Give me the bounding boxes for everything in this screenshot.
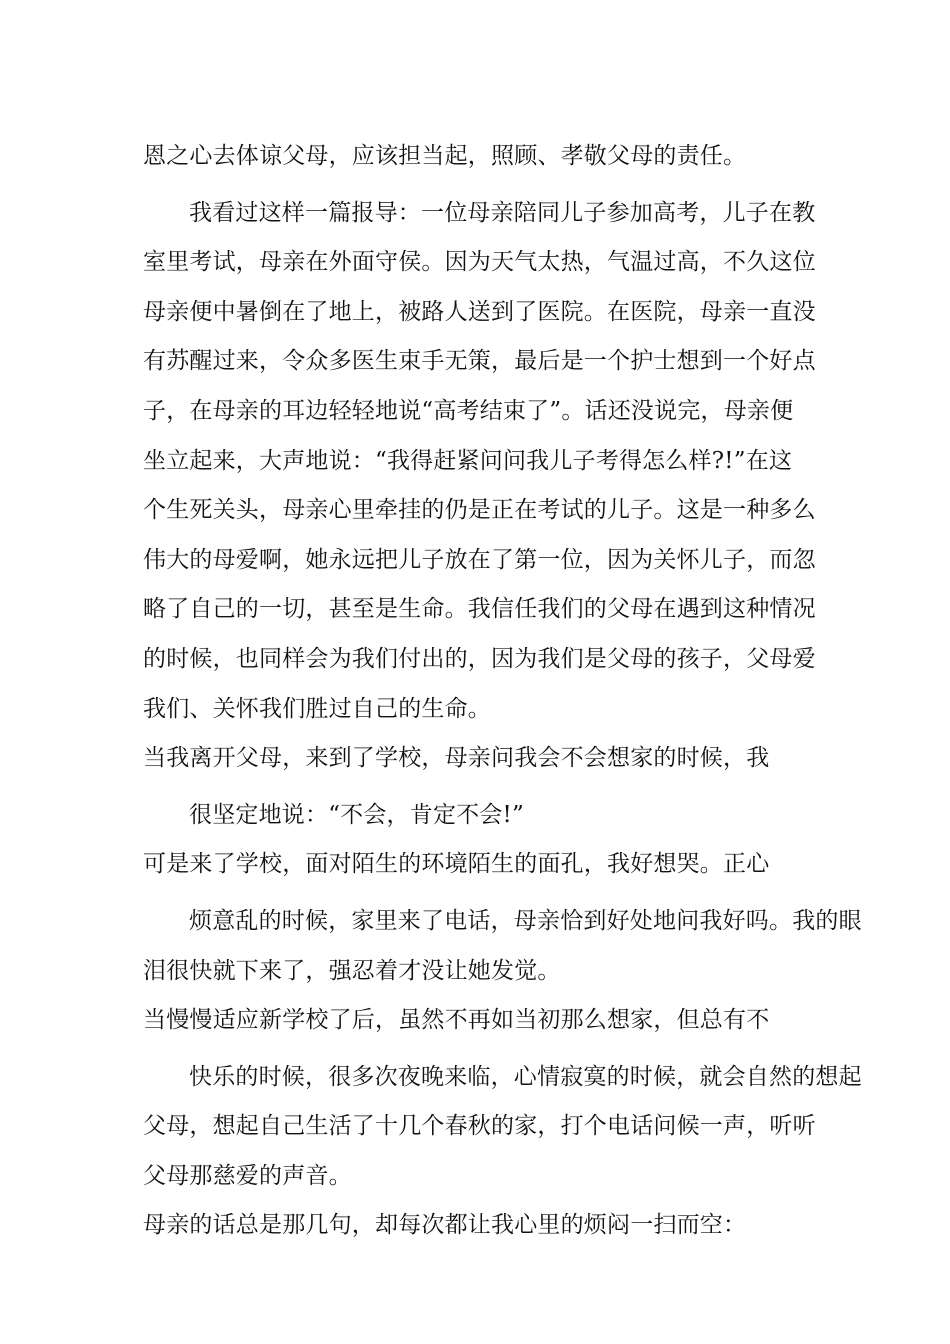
text-line: 母亲的话总是那几句，却每次都让我心里的烦闷一扫而空： bbox=[143, 1212, 747, 1239]
text-line: 父母那慈爱的声音。 bbox=[143, 1162, 352, 1189]
paragraph-first-line bbox=[143, 1258, 807, 1308]
text-line: 恩之心去体谅父母，应该担当起，照顾、孝敬父母的责任。 bbox=[143, 143, 747, 169]
text-line: 有苏醒过来，令众多医生束手无策，最后是一个护士想到一个好点 bbox=[143, 348, 816, 375]
text-line: 父母，想起自己生活了十几个春秋的家，打个电话问候一声，听听 bbox=[143, 1113, 816, 1140]
text-line: 室里考试，母亲在外面守侯。因为天气太热，气温过高，不久这位 bbox=[143, 249, 816, 276]
text-line: 伟大的母爱啊，她永远把儿子放在了第一位，因为关怀儿子，而忽 bbox=[143, 546, 816, 573]
text-line: 当我离开父母，来到了学校，母亲问我会不会想家的时候，我 bbox=[143, 745, 770, 772]
paragraph-first-line: 很坚定地说：“不会，肯定不会!” bbox=[189, 801, 524, 828]
text-line: 的时候，也同样会为我们付出的，因为我们是父母的孩子，父母爱 bbox=[143, 645, 816, 672]
body-text bbox=[143, 132, 862, 1308]
text-line: 可是来了学校，面对陌生的环境陌生的面孔，我好想哭。正心 bbox=[143, 851, 770, 878]
text-line: 坐立起来，大声地说：“我得赶紧问问我儿子考得怎么样?!”在这 bbox=[143, 447, 793, 474]
text-line: 泪很快就下来了，强忍着才没让她发觉。 bbox=[143, 957, 561, 984]
text-line: 子，在母亲的耳边轻轻地说“高考结束了”。话还没说完，母亲便 bbox=[143, 397, 794, 424]
text-line: 我们、关怀我们胜过自己的生命。 bbox=[143, 695, 491, 722]
text-line: 当慢慢适应新学校了后，虽然不再如当初那么想家，但总有不 bbox=[143, 1007, 770, 1034]
paragraph-first-line: 快乐的时候，很多次夜晚来临，心情寂寞的时候，就会自然的想起 bbox=[189, 1063, 862, 1090]
text-line: 母亲便中暑倒在了地上，被路人送到了医院。在医院，母亲一直没 bbox=[143, 298, 816, 325]
paragraph-first-line: 我看过这样一篇报导：一位母亲陪同儿子参加高考，儿子在教 bbox=[189, 199, 816, 226]
text-line: 个生死关头，母亲心里牵挂的仍是正在考试的儿子。这是一种多么 bbox=[143, 497, 816, 524]
text-line: 略了自己的一切，甚至是生命。我信任我们的父母在遇到这种情况 bbox=[143, 596, 816, 623]
paragraph-first-line: 烦意乱的时候，家里来了电话，母亲恰到好处地问我好吗。我的眼 bbox=[189, 907, 862, 934]
